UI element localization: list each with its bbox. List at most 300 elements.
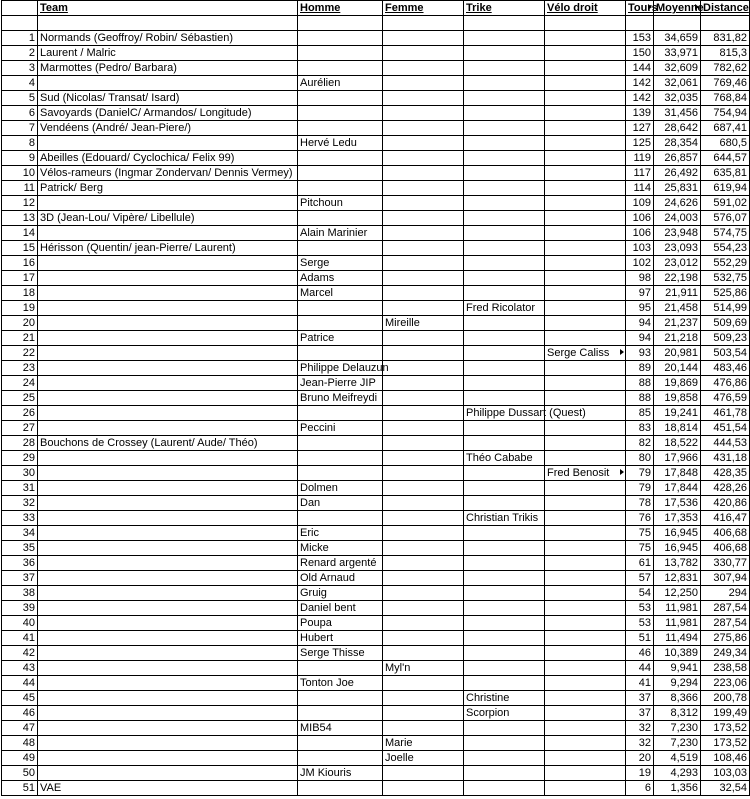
homme-cell[interactable] (298, 286, 383, 301)
velo-droit-cell[interactable] (545, 61, 626, 76)
moyenne-cell[interactable]: 18,522 (654, 436, 701, 451)
distance-cell[interactable]: 525,86 (701, 286, 750, 301)
team-cell[interactable] (38, 661, 298, 676)
homme-cell[interactable] (298, 76, 383, 91)
rank-cell[interactable]: 27 (2, 421, 38, 436)
femme-cell[interactable] (383, 256, 464, 271)
distance-cell[interactable]: 680,5 (701, 136, 750, 151)
moyenne-cell[interactable]: 11,494 (654, 631, 701, 646)
homme-cell[interactable] (298, 736, 383, 751)
distance-cell[interactable]: 420,86 (701, 496, 750, 511)
distance-cell[interactable]: 275,86 (701, 631, 750, 646)
team-cell[interactable] (38, 736, 298, 751)
rank-cell[interactable]: 3 (2, 61, 38, 76)
femme-cell[interactable] (383, 61, 464, 76)
moyenne-cell[interactable]: 28,642 (654, 121, 701, 136)
team-cell[interactable] (38, 61, 298, 76)
homme-cell[interactable] (298, 781, 383, 796)
moyenne-cell[interactable]: 8,312 (654, 706, 701, 721)
rank-cell[interactable]: 28 (2, 436, 38, 451)
distance-cell[interactable]: 294 (701, 586, 750, 601)
distance-cell[interactable]: 451,54 (701, 421, 750, 436)
homme-cell[interactable] (298, 271, 383, 286)
homme-cell[interactable] (298, 646, 383, 661)
velo-droit-cell[interactable] (545, 136, 626, 151)
velo-droit-cell[interactable] (545, 781, 626, 796)
rank-cell[interactable]: 2 (2, 46, 38, 61)
team-cell[interactable] (38, 196, 298, 211)
femme-cell[interactable] (383, 241, 464, 256)
rank-cell[interactable]: 22 (2, 346, 38, 361)
femme-cell[interactable] (383, 106, 464, 121)
femme-cell[interactable] (383, 511, 464, 526)
moyenne-cell[interactable]: 21,237 (654, 316, 701, 331)
moyenne-cell[interactable]: 9,294 (654, 676, 701, 691)
tours-cell[interactable]: 85 (626, 406, 654, 421)
moyenne-cell[interactable]: 8,366 (654, 691, 701, 706)
rank-cell[interactable]: 18 (2, 286, 38, 301)
velo-droit-cell[interactable] (545, 226, 626, 241)
moyenne-cell[interactable]: 34,659 (654, 31, 701, 46)
homme-cell[interactable] (298, 676, 383, 691)
rank-cell[interactable]: 38 (2, 586, 38, 601)
velo-droit-cell[interactable] (545, 766, 626, 781)
team-cell[interactable] (38, 706, 298, 721)
homme-cell[interactable] (298, 586, 383, 601)
tours-cell[interactable]: 150 (626, 46, 654, 61)
rank-cell[interactable]: 26 (2, 406, 38, 421)
tours-cell[interactable]: 53 (626, 601, 654, 616)
homme-cell[interactable] (298, 406, 383, 421)
team-cell[interactable] (38, 451, 298, 466)
trike-cell[interactable] (464, 676, 545, 691)
team-cell[interactable] (38, 781, 298, 796)
team-cell[interactable] (38, 271, 298, 286)
velo-droit-cell[interactable] (545, 676, 626, 691)
femme-cell[interactable] (383, 706, 464, 721)
header-velo-droit[interactable]: Vélo droit (545, 1, 626, 16)
team-cell[interactable] (38, 691, 298, 706)
moyenne-cell[interactable]: 16,945 (654, 541, 701, 556)
moyenne-cell[interactable]: 23,012 (654, 256, 701, 271)
velo-droit-cell[interactable] (545, 361, 626, 376)
distance-cell[interactable]: 461,78 (701, 406, 750, 421)
homme-cell[interactable] (298, 466, 383, 481)
moyenne-cell[interactable]: 23,948 (654, 226, 701, 241)
rank-cell[interactable]: 12 (2, 196, 38, 211)
tours-cell[interactable]: 89 (626, 361, 654, 376)
velo-droit-cell[interactable] (545, 496, 626, 511)
rank-cell[interactable]: 6 (2, 106, 38, 121)
moyenne-cell[interactable]: 10,389 (654, 646, 701, 661)
femme-cell[interactable] (383, 331, 464, 346)
distance-cell[interactable]: 406,68 (701, 541, 750, 556)
moyenne-cell[interactable]: 19,869 (654, 376, 701, 391)
rank-cell[interactable]: 4 (2, 76, 38, 91)
homme-cell[interactable] (298, 451, 383, 466)
team-cell[interactable] (38, 556, 298, 571)
tours-cell[interactable]: 153 (626, 31, 654, 46)
homme-cell[interactable] (298, 481, 383, 496)
team-cell[interactable] (38, 211, 298, 226)
velo-droit-cell[interactable] (545, 346, 626, 361)
velo-droit-cell[interactable] (545, 631, 626, 646)
rank-cell[interactable]: 37 (2, 571, 38, 586)
moyenne-cell[interactable]: 21,911 (654, 286, 701, 301)
femme-cell[interactable] (383, 751, 464, 766)
rank-cell[interactable]: 45 (2, 691, 38, 706)
velo-droit-cell[interactable] (545, 91, 626, 106)
velo-droit-cell[interactable] (545, 151, 626, 166)
distance-cell[interactable]: 591,02 (701, 196, 750, 211)
velo-droit-cell[interactable] (545, 376, 626, 391)
velo-droit-cell[interactable] (545, 106, 626, 121)
moyenne-cell[interactable]: 17,966 (654, 451, 701, 466)
distance-cell[interactable]: 476,86 (701, 376, 750, 391)
femme-cell[interactable] (383, 436, 464, 451)
moyenne-cell[interactable]: 4,519 (654, 751, 701, 766)
distance-cell[interactable]: 554,23 (701, 241, 750, 256)
distance-cell[interactable]: 32,54 (701, 781, 750, 796)
team-cell[interactable] (38, 406, 298, 421)
femme-cell[interactable] (383, 31, 464, 46)
distance-cell[interactable]: 644,57 (701, 151, 750, 166)
distance-cell[interactable]: 249,34 (701, 646, 750, 661)
rank-cell[interactable]: 13 (2, 211, 38, 226)
homme-cell[interactable] (298, 256, 383, 271)
team-cell[interactable] (38, 766, 298, 781)
moyenne-cell[interactable]: 26,492 (654, 166, 701, 181)
trike-cell[interactable] (464, 721, 545, 736)
trike-cell[interactable] (464, 196, 545, 211)
tours-cell[interactable]: 139 (626, 106, 654, 121)
rank-cell[interactable]: 29 (2, 451, 38, 466)
homme-cell[interactable] (298, 601, 383, 616)
distance-cell[interactable]: 431,18 (701, 451, 750, 466)
distance-cell[interactable]: 238,58 (701, 661, 750, 676)
femme-cell[interactable] (383, 211, 464, 226)
rank-cell[interactable]: 5 (2, 91, 38, 106)
trike-cell[interactable] (464, 241, 545, 256)
homme-cell[interactable] (298, 556, 383, 571)
team-cell[interactable] (38, 181, 298, 196)
femme-cell[interactable] (383, 586, 464, 601)
moyenne-cell[interactable]: 24,626 (654, 196, 701, 211)
distance-cell[interactable]: 200,78 (701, 691, 750, 706)
trike-cell[interactable] (464, 646, 545, 661)
homme-cell[interactable] (298, 436, 383, 451)
tours-cell[interactable]: 20 (626, 751, 654, 766)
tours-cell[interactable]: 93 (626, 346, 654, 361)
femme-cell[interactable] (383, 736, 464, 751)
team-cell[interactable] (38, 721, 298, 736)
tours-cell[interactable]: 79 (626, 466, 654, 481)
moyenne-cell[interactable]: 13,782 (654, 556, 701, 571)
homme-cell[interactable] (298, 331, 383, 346)
velo-droit-cell[interactable] (545, 721, 626, 736)
team-cell[interactable] (38, 751, 298, 766)
homme-cell[interactable] (298, 751, 383, 766)
femme-cell[interactable] (383, 481, 464, 496)
trike-cell[interactable] (464, 781, 545, 796)
rank-cell[interactable]: 35 (2, 541, 38, 556)
moyenne-cell[interactable]: 28,354 (654, 136, 701, 151)
femme-cell[interactable] (383, 361, 464, 376)
team-cell[interactable] (38, 241, 298, 256)
team-cell[interactable] (38, 646, 298, 661)
trike-cell[interactable] (464, 391, 545, 406)
femme-cell[interactable] (383, 136, 464, 151)
homme-cell[interactable] (298, 661, 383, 676)
rank-cell[interactable]: 9 (2, 151, 38, 166)
femme-cell[interactable] (383, 196, 464, 211)
homme-cell[interactable] (298, 106, 383, 121)
femme-cell[interactable] (383, 166, 464, 181)
distance-cell[interactable]: 552,29 (701, 256, 750, 271)
tours-cell[interactable]: 125 (626, 136, 654, 151)
header-index[interactable] (2, 1, 38, 16)
trike-cell[interactable] (464, 76, 545, 91)
team-cell[interactable] (38, 391, 298, 406)
velo-droit-cell[interactable] (545, 466, 626, 481)
distance-cell[interactable]: 532,75 (701, 271, 750, 286)
cell[interactable] (701, 16, 750, 31)
femme-cell[interactable] (383, 391, 464, 406)
velo-droit-cell[interactable] (545, 526, 626, 541)
distance-cell[interactable]: 223,06 (701, 676, 750, 691)
team-cell[interactable] (38, 511, 298, 526)
homme-cell[interactable] (298, 721, 383, 736)
homme-cell[interactable] (298, 121, 383, 136)
moyenne-cell[interactable]: 23,093 (654, 241, 701, 256)
rank-cell[interactable]: 10 (2, 166, 38, 181)
distance-cell[interactable]: 428,26 (701, 481, 750, 496)
trike-cell[interactable] (464, 481, 545, 496)
velo-droit-cell[interactable] (545, 181, 626, 196)
tours-cell[interactable]: 94 (626, 316, 654, 331)
moyenne-cell[interactable]: 19,241 (654, 406, 701, 421)
team-cell[interactable] (38, 676, 298, 691)
trike-cell[interactable] (464, 61, 545, 76)
team-cell[interactable] (38, 346, 298, 361)
homme-cell[interactable] (298, 706, 383, 721)
trike-cell[interactable] (464, 466, 545, 481)
homme-cell[interactable] (298, 151, 383, 166)
tours-cell[interactable]: 127 (626, 121, 654, 136)
femme-cell[interactable] (383, 226, 464, 241)
trike-cell[interactable] (464, 541, 545, 556)
moyenne-cell[interactable]: 17,353 (654, 511, 701, 526)
rank-cell[interactable]: 33 (2, 511, 38, 526)
team-cell[interactable] (38, 481, 298, 496)
distance-cell[interactable]: 687,41 (701, 121, 750, 136)
tours-cell[interactable]: 142 (626, 91, 654, 106)
tours-cell[interactable]: 57 (626, 571, 654, 586)
moyenne-cell[interactable]: 1,356 (654, 781, 701, 796)
velo-droit-cell[interactable] (545, 736, 626, 751)
distance-cell[interactable]: 287,54 (701, 616, 750, 631)
distance-cell[interactable]: 103,03 (701, 766, 750, 781)
moyenne-cell[interactable]: 25,831 (654, 181, 701, 196)
rank-cell[interactable]: 7 (2, 121, 38, 136)
distance-cell[interactable]: 576,07 (701, 211, 750, 226)
femme-cell[interactable] (383, 466, 464, 481)
distance-cell[interactable]: 503,54 (701, 346, 750, 361)
rank-cell[interactable]: 31 (2, 481, 38, 496)
rank-cell[interactable]: 36 (2, 556, 38, 571)
team-cell[interactable] (38, 166, 298, 181)
trike-cell[interactable] (464, 31, 545, 46)
femme-cell[interactable] (383, 766, 464, 781)
femme-cell[interactable] (383, 451, 464, 466)
header-trike[interactable]: Trike (464, 1, 545, 16)
header-femme[interactable]: Femme (383, 1, 464, 16)
distance-cell[interactable]: 444,53 (701, 436, 750, 451)
rank-cell[interactable]: 34 (2, 526, 38, 541)
velo-droit-cell[interactable] (545, 256, 626, 271)
moyenne-cell[interactable]: 18,814 (654, 421, 701, 436)
velo-droit-cell[interactable] (545, 511, 626, 526)
distance-cell[interactable]: 831,82 (701, 31, 750, 46)
velo-droit-cell[interactable] (545, 751, 626, 766)
homme-cell[interactable] (298, 361, 389, 376)
moyenne-cell[interactable]: 21,458 (654, 301, 701, 316)
tours-cell[interactable]: 94 (626, 331, 654, 346)
trike-cell[interactable] (464, 526, 545, 541)
rank-cell[interactable]: 51 (2, 781, 38, 796)
femme-cell[interactable] (383, 526, 464, 541)
distance-cell[interactable]: 483,46 (701, 361, 750, 376)
femme-cell[interactable] (383, 301, 464, 316)
femme-cell[interactable] (383, 286, 464, 301)
homme-cell[interactable] (298, 376, 383, 391)
cell[interactable] (383, 16, 464, 31)
femme-cell[interactable] (383, 691, 464, 706)
distance-cell[interactable]: 514,99 (701, 301, 750, 316)
team-cell[interactable] (38, 301, 298, 316)
tours-cell[interactable]: 54 (626, 586, 654, 601)
tours-cell[interactable]: 102 (626, 256, 654, 271)
trike-cell[interactable] (464, 331, 545, 346)
distance-cell[interactable]: 754,94 (701, 106, 750, 121)
rank-cell[interactable]: 20 (2, 316, 38, 331)
femme-cell[interactable] (383, 271, 464, 286)
femme-cell[interactable] (383, 676, 464, 691)
velo-droit-cell[interactable] (545, 211, 626, 226)
distance-cell[interactable]: 287,54 (701, 601, 750, 616)
trike-cell[interactable] (464, 181, 545, 196)
homme-cell[interactable] (298, 526, 383, 541)
team-cell[interactable] (38, 541, 298, 556)
moyenne-cell[interactable]: 12,831 (654, 571, 701, 586)
trike-cell[interactable] (464, 91, 545, 106)
rank-cell[interactable]: 11 (2, 181, 38, 196)
femme-cell[interactable] (383, 76, 464, 91)
moyenne-cell[interactable]: 17,844 (654, 481, 701, 496)
team-cell[interactable] (38, 631, 298, 646)
tours-cell[interactable]: 98 (626, 271, 654, 286)
tours-cell[interactable]: 19 (626, 766, 654, 781)
tours-cell[interactable]: 61 (626, 556, 654, 571)
tours-cell[interactable]: 83 (626, 421, 654, 436)
tours-cell[interactable]: 37 (626, 691, 654, 706)
tours-cell[interactable]: 53 (626, 616, 654, 631)
trike-cell[interactable] (464, 586, 545, 601)
velo-droit-cell[interactable] (545, 571, 626, 586)
team-cell[interactable] (38, 91, 298, 106)
team-cell[interactable] (38, 46, 298, 61)
tours-cell[interactable]: 41 (626, 676, 654, 691)
femme-cell[interactable] (383, 181, 464, 196)
team-cell[interactable] (38, 496, 298, 511)
femme-cell[interactable] (383, 151, 464, 166)
team-cell[interactable] (38, 121, 298, 136)
homme-cell[interactable] (298, 571, 383, 586)
header-moyenne[interactable] (654, 1, 704, 16)
tours-cell[interactable]: 37 (626, 706, 654, 721)
trike-cell[interactable] (464, 121, 545, 136)
rank-cell[interactable]: 41 (2, 631, 38, 646)
moyenne-cell[interactable]: 7,230 (654, 721, 701, 736)
moyenne-cell[interactable]: 22,198 (654, 271, 701, 286)
team-cell[interactable] (38, 436, 298, 451)
velo-droit-cell[interactable] (545, 586, 626, 601)
trike-cell[interactable] (464, 106, 545, 121)
homme-cell[interactable] (298, 541, 383, 556)
distance-cell[interactable]: 768,84 (701, 91, 750, 106)
femme-cell[interactable] (383, 616, 464, 631)
trike-cell[interactable] (464, 226, 545, 241)
rank-cell[interactable]: 23 (2, 361, 38, 376)
team-cell[interactable] (38, 31, 298, 46)
distance-cell[interactable]: 509,23 (701, 331, 750, 346)
team-cell[interactable] (38, 136, 298, 151)
femme-cell[interactable] (383, 316, 464, 331)
femme-cell[interactable] (383, 541, 464, 556)
distance-cell[interactable]: 173,52 (701, 736, 750, 751)
team-cell[interactable] (38, 586, 298, 601)
homme-cell[interactable] (298, 316, 383, 331)
velo-droit-cell[interactable] (545, 646, 626, 661)
team-cell[interactable] (38, 226, 298, 241)
trike-cell[interactable] (464, 511, 545, 526)
rank-cell[interactable]: 21 (2, 331, 38, 346)
velo-droit-cell[interactable] (545, 706, 626, 721)
trike-cell[interactable] (464, 301, 545, 316)
moyenne-cell[interactable]: 32,609 (654, 61, 701, 76)
cell[interactable] (298, 16, 383, 31)
rank-cell[interactable]: 47 (2, 721, 38, 736)
moyenne-cell[interactable]: 19,858 (654, 391, 701, 406)
trike-cell[interactable] (464, 766, 545, 781)
team-cell[interactable] (38, 151, 298, 166)
header-homme[interactable]: Homme (298, 1, 383, 16)
femme-cell[interactable] (383, 346, 464, 361)
velo-droit-cell[interactable] (545, 451, 626, 466)
tours-cell[interactable]: 117 (626, 166, 654, 181)
trike-cell[interactable] (464, 151, 545, 166)
femme-cell[interactable] (383, 631, 464, 646)
distance-cell[interactable]: 509,69 (701, 316, 750, 331)
femme-cell[interactable] (383, 121, 464, 136)
moyenne-cell[interactable]: 24,003 (654, 211, 701, 226)
homme-cell[interactable] (298, 226, 383, 241)
tours-cell[interactable]: 106 (626, 226, 654, 241)
moyenne-cell[interactable]: 16,945 (654, 526, 701, 541)
velo-droit-cell[interactable] (545, 391, 626, 406)
moyenne-cell[interactable]: 11,981 (654, 616, 701, 631)
trike-cell[interactable] (464, 751, 545, 766)
